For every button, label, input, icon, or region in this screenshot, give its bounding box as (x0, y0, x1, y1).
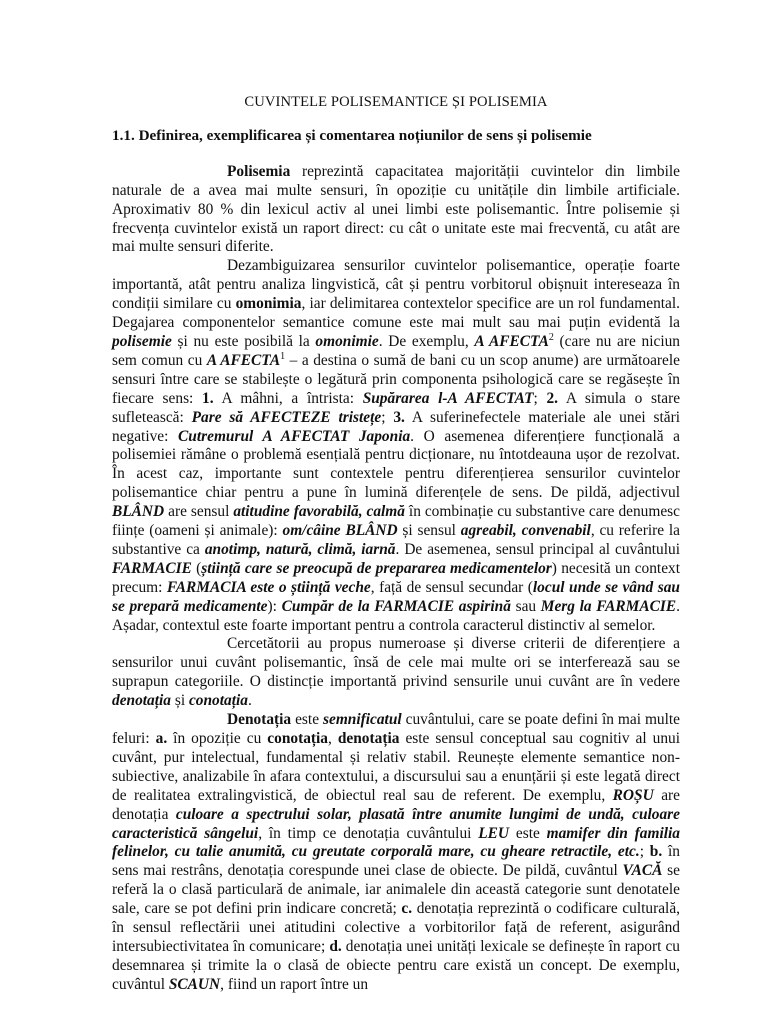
emphasized-text: c. (401, 900, 413, 918)
paragraph (112, 257, 680, 635)
text-run: are sensul (164, 503, 234, 521)
text-run: , fiind un raport între un (220, 975, 369, 993)
emphasized-text: culoare a spectrului solar, plasată între anumite lungimi de undă, culoare caracteristică sângelui (112, 805, 680, 842)
text-run: – a destina o sumă de bani cu un scop anume) are următoarele sensuri între care se stabilește o legătură prin componenta psihologică care se regăsește în fiecare sens: (112, 351, 680, 407)
superscript-index: 2 (548, 331, 554, 343)
text-run: . Așadar, contextul este foarte important pentru a controla caracterul distinctiv al semelor. (112, 597, 680, 634)
emphasized-text: denotația (112, 692, 171, 710)
text-run: ; (533, 389, 547, 407)
text-run: . De asemenea, sensul principal al cuvântului (395, 540, 680, 558)
paragraph (112, 711, 680, 995)
emphasized-text: 2. (546, 389, 559, 407)
text-run: A simula o stare sufletească: (112, 389, 681, 426)
emphasized-text: omonimia (235, 295, 302, 313)
text-run: , cu referire la substantive ca (112, 522, 680, 558)
text-run: și nu este posibilă la (171, 332, 316, 350)
text-run: . O asemenea diferențiere funcțională a polisemiei rămâne o problemă esențială pentru dicționare, nu întotdeauna ușor de rezolvat. În acest caz, importante sunt contextele pentru diferențierea sensurilor cuvintelor polisemantice chiar pentru a pune în lumină diferențele de sens. De pildă, adjectivul (112, 427, 680, 502)
text-run: . (247, 692, 252, 710)
text-run: se referă la o clasă particulară de animale, iar animalele din această categorie sunt denotatele sale, care se pot defini prin indicare concretă; (112, 862, 680, 918)
emphasized-text: conotația (267, 730, 328, 747)
document-body (112, 163, 680, 995)
text-run: în sens mai restrâns, denotația corespunde unei clase de obiecte. De pildă, cuvântul (112, 843, 680, 880)
emphasized-text: a. (155, 730, 168, 747)
text-run: ( (191, 559, 202, 577)
text-run: ): (267, 597, 282, 615)
text-run: , (328, 730, 338, 747)
emphasized-text: mamifer din familia felinelor, cu talie anumită, cu greutate corporală mare, cu gheare retractile, etc. (112, 824, 681, 861)
emphasized-text: polisemie (112, 332, 172, 350)
text-run: este (509, 824, 547, 842)
emphasized-text: agreabil, convenabil (460, 522, 591, 540)
text-run: denotația reprezintă o codificare culturală, în sensul reflectării unei atitudini colective a vorbitorilor față de referent, asigurând intersubiectivitatea în comunicare; (112, 900, 680, 955)
emphasized-text: denotația (337, 730, 400, 747)
text-run: este (291, 711, 323, 729)
text-run: ) necesită un context precum: (112, 559, 680, 596)
text-run: (care nu are niciun sem comun cu (112, 332, 680, 369)
emphasized-text: Pare să AFECTEZE tristețe (191, 408, 382, 426)
emphasized-text: VACĂ (622, 862, 663, 880)
emphasized-text: conotația (188, 692, 248, 710)
emphasized-text: 1. (202, 389, 214, 407)
emphasized-text: SCAUN (168, 975, 221, 993)
superscript-index: 1 (280, 350, 286, 362)
text-run: A suferinefectele materiale ale unei stări negative: (112, 408, 680, 445)
text-run: ; (381, 408, 394, 426)
text-run: , iar delimitarea contextelor specifice are un rol fundamental. Degajarea componentelor semantice comune este mai mult sau mai puțin evidentă la (112, 295, 680, 332)
emphasized-text: A AFECTA (206, 351, 281, 369)
text-run: în combinație cu substantive care denumesc ființe (oameni și animale): (112, 503, 680, 540)
text-run: A mâhni, a întrista: (213, 389, 363, 407)
emphasized-text: BLÂND (112, 503, 165, 521)
emphasized-text: Denotația (227, 711, 292, 729)
text-run: denotația unei unități lexicale se definește în raport cu desemnarea și trimite la o clasă de obiecte pentru care există un concept. De exemplu, cuvântul (112, 937, 680, 993)
text-run: are denotația (112, 786, 680, 823)
text-run: reprezintă capacitatea majorității cuvintelor din limbile naturale de a avea mai multe sensuri, în opoziție cu unitățile din limbile artificiale. Aproximativ 80 % din lexicul activ al unei limbi este polisemantic. Între polisemie și frecvența cuvintelor există un raport direct: cu cât o unitate este mai frecventă, cu atât are mai multe sensuri diferite. (112, 162, 680, 256)
emphasized-text: ROȘU (612, 786, 654, 804)
text-run: este sensul conceptual sau cognitiv al unui cuvânt, pur intelectual, fundamental și relativ stabil. Reunește elemente semantice non-subiective, analizabile în afara contextului, a discursului sau a enunțării și este legată direct de realitatea extralingvistică, de obiectul real sau de referent. De exemplu, (112, 730, 681, 804)
emphasized-text: omonimie (315, 332, 379, 350)
emphasized-text: semnificatul (323, 711, 402, 729)
emphasized-text: locul unde se vând sau se prepară medicamente (112, 578, 680, 615)
emphasized-text: atitudine favorabilă, calmă (233, 503, 405, 521)
text-run: , față de sensul secundar ( (370, 578, 533, 596)
text-run: Cercetătorii au propus numeroase și diverse criterii de diferențiere a sensurilor unui cuvânt polisemantic, însă de cele mai multe ori se interferează sau se suprapun categoriile. O distincție importantă privind sensurile unui cuvânt are în vedere (112, 635, 680, 691)
emphasized-text: Polisemia (227, 162, 291, 180)
emphasized-text: LEU (478, 824, 510, 842)
emphasized-text: Merg la FARMACIE (540, 597, 677, 615)
section-heading: 1.1. Definirea, exemplificarea și comentarea noțiunilor de sens și polisemie (112, 126, 592, 144)
emphasized-text: Cumpăr de la FARMACIE aspirină (281, 597, 511, 615)
emphasized-text: anotimp, natură, climă, iarnă (204, 540, 396, 558)
emphasized-text: d. (329, 937, 342, 955)
text-run: , în timp ce denotația cuvântului (258, 824, 479, 842)
text-run: Dezambiguizarea sensurilor cuvintelor polisemantice, operație foarte importantă, atât pentru analiza lingvistică, cât și pentru vorbitorul obișnuit intereseaza în condiții similare cu (112, 257, 680, 313)
emphasized-text: om/câine BLÂND (282, 522, 398, 540)
emphasized-text: 3. (393, 408, 405, 426)
document-title: CUVINTELE POLISEMANTICE ȘI POLISEMIA (244, 94, 548, 110)
text-run: cuvântului, care se poate defini în mai multe feluri: (112, 711, 680, 747)
text-run: și (171, 692, 189, 710)
emphasized-text: A AFECTA (474, 332, 549, 350)
emphasized-text: Supărarea l-A AFECTAT (362, 389, 534, 407)
text-run: sau (510, 597, 541, 615)
text-run: și sensul (397, 522, 461, 540)
emphasized-text: FARMACIA este o știință veche (166, 578, 371, 596)
emphasized-text: FARMACIE (112, 559, 192, 577)
paragraph (112, 163, 680, 258)
paragraph (112, 635, 680, 711)
text-run: . De exemplu, (378, 332, 475, 350)
emphasized-text: știință care se preocupă de prepararea medicamentelor (201, 559, 552, 577)
text-run: ; (639, 843, 650, 861)
text-run: în opoziție cu (167, 730, 268, 747)
emphasized-text: b. (649, 843, 663, 861)
emphasized-text: Cutremurul A AFECTAT Japonia (178, 427, 411, 445)
